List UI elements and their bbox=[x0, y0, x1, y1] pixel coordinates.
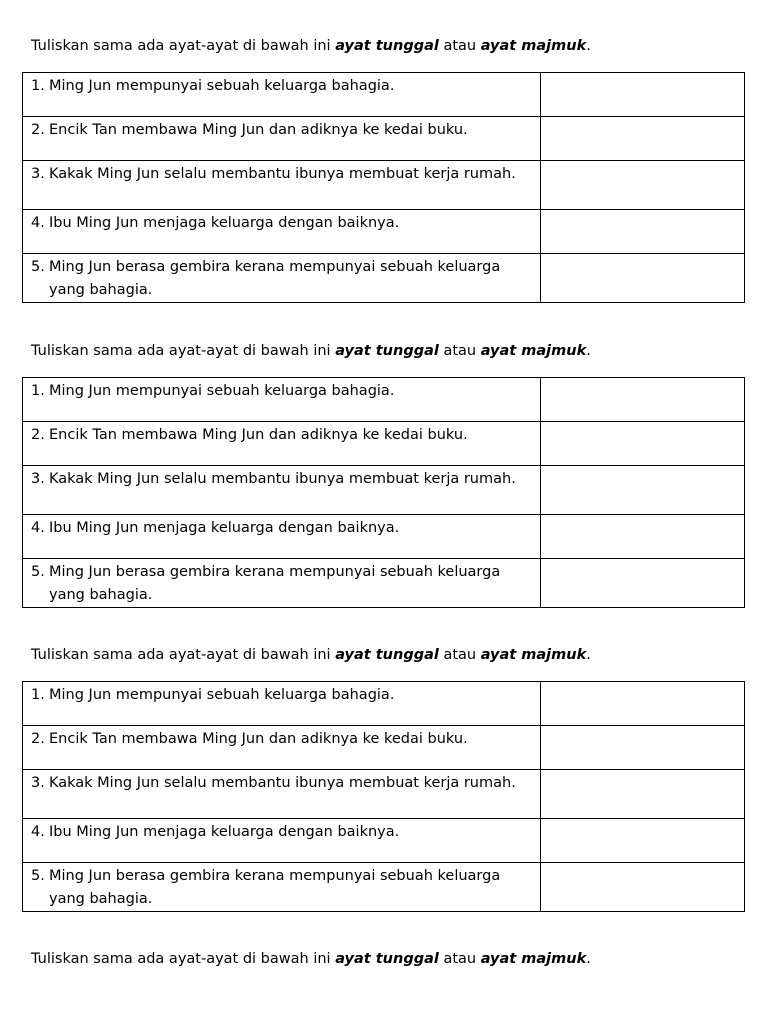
sentence-cell bbox=[23, 863, 541, 912]
answer-cell[interactable] bbox=[541, 117, 745, 161]
instruction-middle: atau bbox=[438, 38, 481, 54]
table-row bbox=[23, 726, 745, 770]
sentence-number: 2. bbox=[31, 731, 45, 747]
table-row bbox=[23, 73, 745, 117]
table-row bbox=[23, 682, 745, 726]
instruction-suffix: . bbox=[586, 951, 591, 967]
sentence-cell bbox=[23, 466, 541, 515]
instruction-1 bbox=[31, 36, 751, 56]
instruction-3 bbox=[31, 645, 751, 665]
sentence-cell bbox=[23, 559, 541, 608]
instruction-2 bbox=[31, 341, 751, 361]
table-row bbox=[23, 422, 745, 466]
sentence-text: Kakak Ming Jun selalu membantu ibunya membuat kerja rumah. bbox=[49, 775, 516, 791]
keyword-ayat-majmuk: ayat majmuk bbox=[480, 38, 587, 54]
sentence-cell bbox=[23, 73, 541, 117]
keyword-ayat-tunggal: ayat tunggal bbox=[335, 951, 439, 967]
sentence-number: 5. bbox=[31, 259, 45, 275]
answer-cell[interactable] bbox=[541, 515, 745, 559]
answer-cell[interactable] bbox=[541, 73, 745, 117]
answer-cell[interactable] bbox=[541, 254, 745, 303]
table-row bbox=[23, 254, 745, 303]
sentence-number: 4. bbox=[31, 520, 45, 536]
sentence-cell bbox=[23, 210, 541, 254]
table-row bbox=[23, 863, 745, 912]
sentence-text: Ming Jun berasa gembira kerana mempunyai sebuah keluarga yang bahagia. bbox=[49, 259, 501, 298]
sentence-cell bbox=[23, 819, 541, 863]
instruction-prefix: Tuliskan sama ada ayat-ayat di bawah ini bbox=[31, 951, 336, 967]
instruction-middle: atau bbox=[438, 951, 481, 967]
sentence-cell bbox=[23, 770, 541, 819]
answer-cell[interactable] bbox=[541, 210, 745, 254]
sentence-text: Ming Jun mempunyai sebuah keluarga bahagia. bbox=[49, 383, 395, 399]
keyword-ayat-majmuk: ayat majmuk bbox=[480, 951, 587, 967]
instruction-middle: atau bbox=[438, 647, 481, 663]
sentence-cell bbox=[23, 682, 541, 726]
keyword-ayat-tunggal: ayat tunggal bbox=[335, 343, 439, 359]
answer-cell[interactable] bbox=[541, 378, 745, 422]
sentence-cell bbox=[23, 378, 541, 422]
sentence-cell bbox=[23, 117, 541, 161]
table-row bbox=[23, 466, 745, 515]
sentence-text: Kakak Ming Jun selalu membantu ibunya membuat kerja rumah. bbox=[49, 471, 516, 487]
sentence-cell bbox=[23, 515, 541, 559]
sentence-number: 1. bbox=[31, 78, 45, 94]
instruction-prefix: Tuliskan sama ada ayat-ayat di bawah ini bbox=[31, 343, 336, 359]
sentence-cell bbox=[23, 726, 541, 770]
sentence-text: Encik Tan membawa Ming Jun dan adiknya ke kedai buku. bbox=[49, 427, 468, 443]
answer-cell[interactable] bbox=[541, 726, 745, 770]
worksheet-table-1 bbox=[22, 72, 745, 303]
instruction-prefix: Tuliskan sama ada ayat-ayat di bawah ini bbox=[31, 38, 336, 54]
sentence-text: Encik Tan membawa Ming Jun dan adiknya ke kedai buku. bbox=[49, 731, 468, 747]
instruction-suffix: . bbox=[586, 38, 591, 54]
sentence-text: Ibu Ming Jun menjaga keluarga dengan baiknya. bbox=[49, 215, 400, 231]
answer-cell[interactable] bbox=[541, 466, 745, 515]
sentence-cell bbox=[23, 161, 541, 210]
sentence-number: 3. bbox=[31, 166, 45, 182]
sentence-text: Ming Jun mempunyai sebuah keluarga bahagia. bbox=[49, 687, 395, 703]
instruction-prefix: Tuliskan sama ada ayat-ayat di bawah ini bbox=[31, 647, 336, 663]
sentence-number: 3. bbox=[31, 471, 45, 487]
sentence-text: Ming Jun berasa gembira kerana mempunyai sebuah keluarga yang bahagia. bbox=[49, 868, 501, 907]
answer-cell[interactable] bbox=[541, 161, 745, 210]
answer-cell[interactable] bbox=[541, 422, 745, 466]
worksheet-table-2 bbox=[22, 377, 745, 608]
keyword-ayat-majmuk: ayat majmuk bbox=[480, 647, 587, 663]
instruction-suffix: . bbox=[586, 343, 591, 359]
sentence-number: 1. bbox=[31, 687, 45, 703]
table-row bbox=[23, 161, 745, 210]
sentence-number: 2. bbox=[31, 122, 45, 138]
table-row bbox=[23, 770, 745, 819]
answer-cell[interactable] bbox=[541, 770, 745, 819]
sentence-text: Kakak Ming Jun selalu membantu ibunya membuat kerja rumah. bbox=[49, 166, 516, 182]
sentence-text: Ming Jun berasa gembira kerana mempunyai sebuah keluarga yang bahagia. bbox=[49, 564, 501, 603]
sentence-number: 4. bbox=[31, 215, 45, 231]
sentence-number: 5. bbox=[31, 868, 45, 884]
table-row bbox=[23, 515, 745, 559]
sentence-number: 4. bbox=[31, 824, 45, 840]
table-row bbox=[23, 559, 745, 608]
sentence-number: 5. bbox=[31, 564, 45, 580]
instruction-middle: atau bbox=[438, 343, 481, 359]
keyword-ayat-tunggal: ayat tunggal bbox=[335, 38, 439, 54]
sentence-text: Ming Jun mempunyai sebuah keluarga bahagia. bbox=[49, 78, 395, 94]
sentence-cell bbox=[23, 422, 541, 466]
answer-cell[interactable] bbox=[541, 682, 745, 726]
answer-cell[interactable] bbox=[541, 559, 745, 608]
sentence-text: Ibu Ming Jun menjaga keluarga dengan baiknya. bbox=[49, 824, 400, 840]
instruction-suffix: . bbox=[586, 647, 591, 663]
instruction-4 bbox=[31, 949, 751, 969]
keyword-ayat-tunggal: ayat tunggal bbox=[335, 647, 439, 663]
worksheet-table-3 bbox=[22, 681, 745, 912]
sentence-cell bbox=[23, 254, 541, 303]
answer-cell[interactable] bbox=[541, 863, 745, 912]
keyword-ayat-majmuk: ayat majmuk bbox=[480, 343, 587, 359]
sentence-number: 3. bbox=[31, 775, 45, 791]
sentence-number: 1. bbox=[31, 383, 45, 399]
table-row bbox=[23, 819, 745, 863]
table-row bbox=[23, 117, 745, 161]
table-row bbox=[23, 378, 745, 422]
table-row bbox=[23, 210, 745, 254]
sentence-number: 2. bbox=[31, 427, 45, 443]
sentence-text: Ibu Ming Jun menjaga keluarga dengan baiknya. bbox=[49, 520, 400, 536]
sentence-text: Encik Tan membawa Ming Jun dan adiknya ke kedai buku. bbox=[49, 122, 468, 138]
answer-cell[interactable] bbox=[541, 819, 745, 863]
